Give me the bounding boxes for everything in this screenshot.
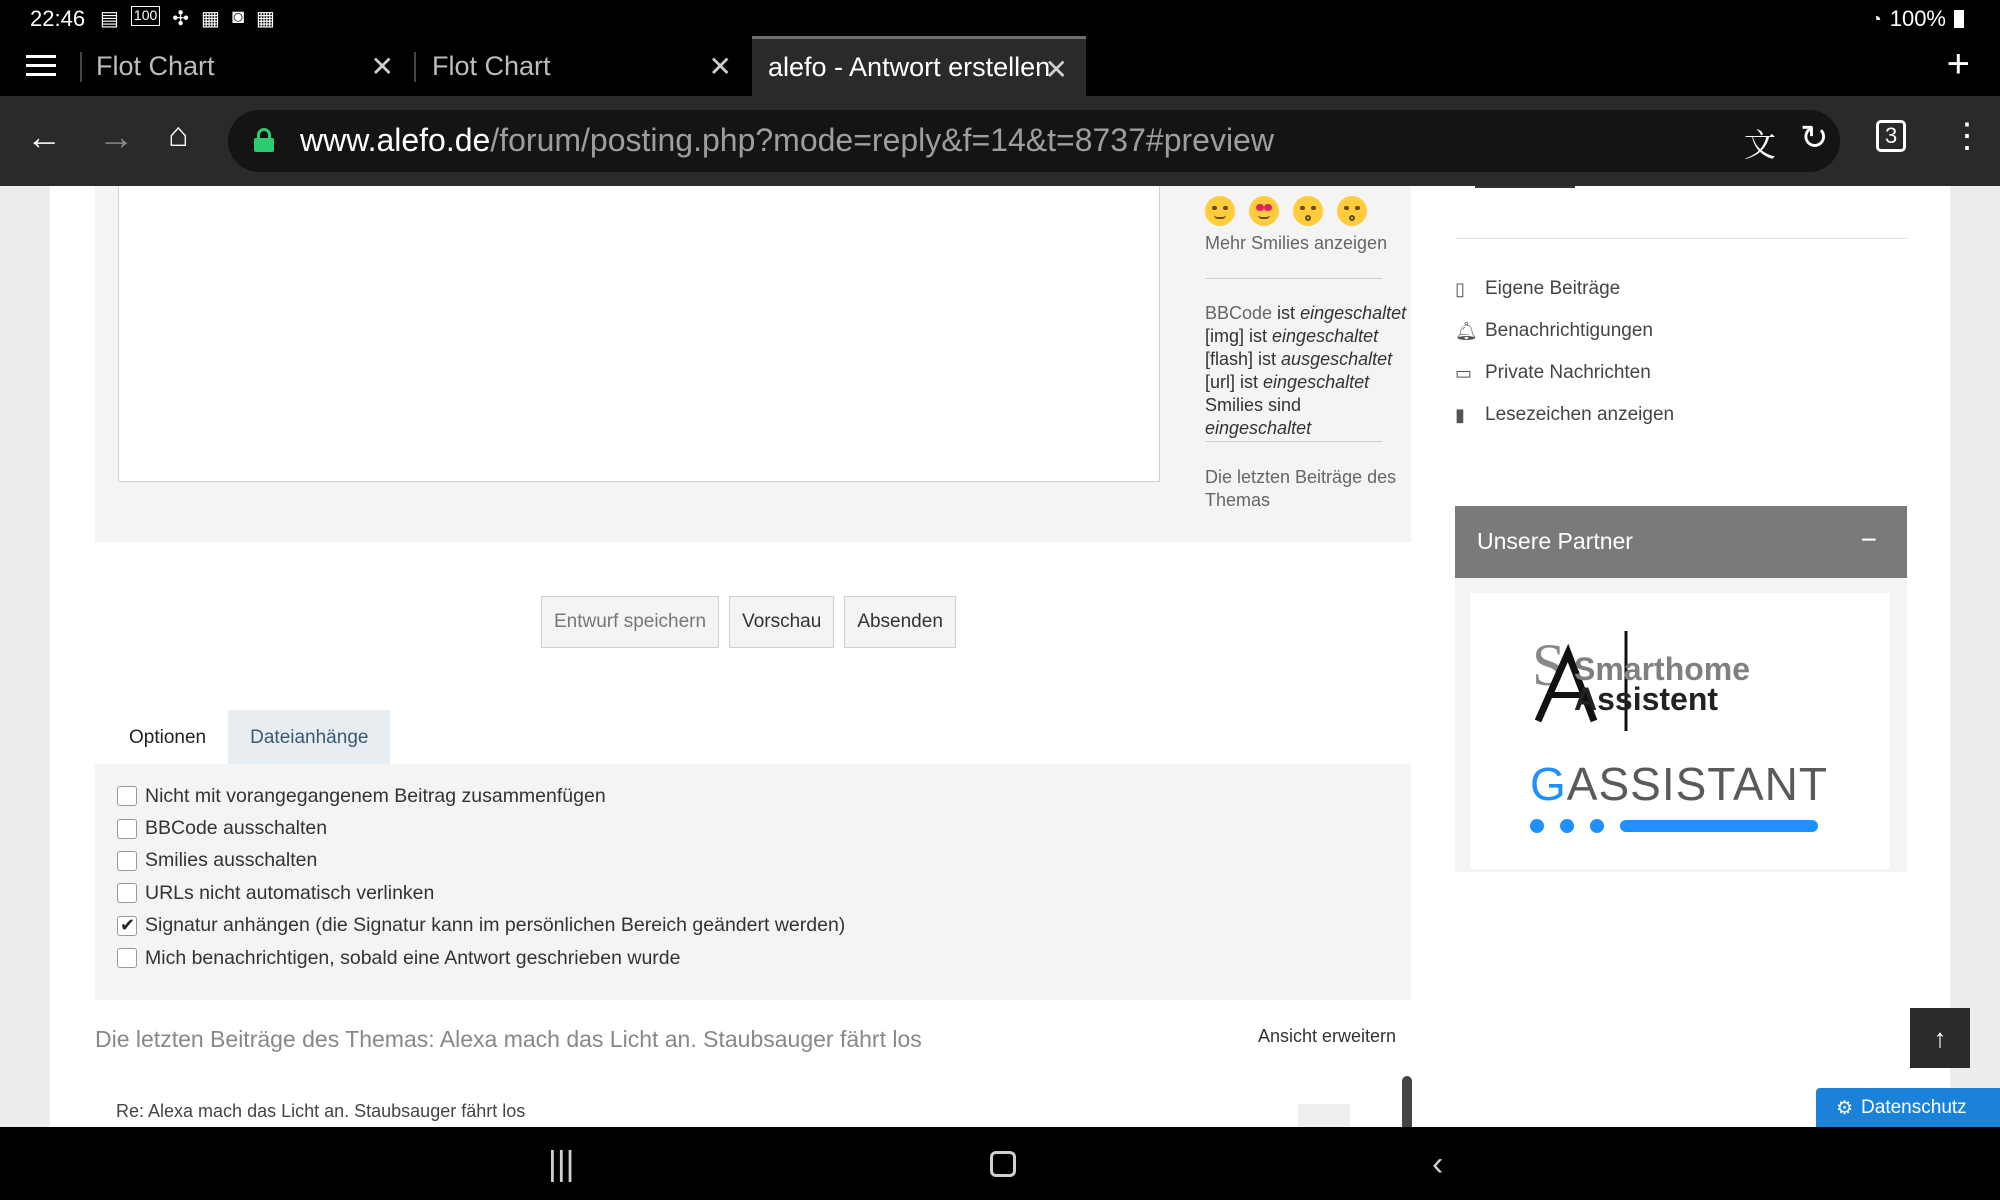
system-status-bar (0, 0, 2000, 36)
bbcode-link[interactable]: BBCode (1205, 303, 1273, 323)
close-icon[interactable]: ✕ (1044, 54, 1068, 85)
tab-menu-icon[interactable] (26, 50, 56, 82)
tab-options[interactable]: Optionen (107, 710, 228, 766)
options-panel (95, 764, 1411, 1000)
recent-posts-heading: Die letzten Beiträge des Themas: Alexa mach das Licht an. Staubsauger fährt los (95, 1026, 922, 1052)
tab-label: alefo - Antwort erstellen (768, 52, 1050, 82)
recent-post-title[interactable]: Re: Alexa mach das Licht an. Staubsauger fährt los (116, 1101, 526, 1121)
option-label: Smilies ausschalten (145, 849, 318, 872)
divider (1205, 278, 1382, 279)
tab-label: Flot Chart (96, 50, 215, 81)
home-button-icon[interactable] (990, 1151, 1016, 1177)
qr-icon: ▦ (201, 8, 220, 30)
browser-toolbar (0, 96, 2000, 186)
tab-switcher-icon[interactable]: 3 (1876, 120, 1906, 152)
sidebar-link-notifications[interactable] (1455, 320, 1653, 342)
partners-panel (1455, 578, 1907, 872)
checkbox[interactable] (117, 883, 137, 903)
bbcode-status-line: BBCode ist eingeschaltet (1205, 303, 1407, 323)
arrow-up-icon: ↑ (1933, 1022, 1947, 1053)
option-disable-smilies[interactable] (95, 845, 1411, 877)
recent-apps-icon[interactable]: ||| (548, 1145, 575, 1183)
privacy-button[interactable] (1816, 1088, 2000, 1127)
option-attach-signature[interactable] (95, 910, 1411, 942)
forward-icon[interactable]: → (98, 116, 134, 157)
tab-flot-chart-2[interactable] (416, 36, 750, 96)
close-icon[interactable]: ✕ (708, 51, 732, 82)
collapse-icon[interactable]: − (1860, 524, 1877, 555)
recent-posts-link[interactable]: Die letzten Beiträge des Themas (1205, 467, 1397, 510)
checkbox[interactable] (117, 948, 137, 968)
checkbox[interactable] (117, 819, 137, 839)
url-path: /forum/posting.php?mode=reply&f=14&t=8737#preview (490, 122, 1274, 158)
checkbox[interactable] (117, 851, 137, 871)
sidebar-button-edge (1475, 186, 1575, 188)
wifi-icon: ◔ (1870, 8, 1882, 29)
relieved-smiley-icon[interactable] (1205, 196, 1235, 226)
inbox-icon: ▭ (1455, 362, 1473, 383)
quote-icon[interactable] (1298, 1104, 1350, 1127)
partner1-line2: Assistent (1574, 681, 1719, 717)
option-label: URLs nicht automatisch verlinken (145, 881, 435, 904)
privacy-label: Datenschutz (1861, 1097, 1967, 1118)
gear-icon: ⚙ (1836, 1097, 1854, 1119)
kissing-smiley-icon[interactable] (1337, 196, 1367, 226)
recent-posts-scrollbar[interactable] (1402, 1076, 1412, 1127)
more-smilies-link[interactable]: Mehr Smilies anzeigen (1205, 233, 1388, 253)
web-page (0, 186, 2000, 1127)
sidebar-link-label: Private Nachrichten (1485, 362, 1651, 383)
bell-icon: 🔔︎ (1455, 320, 1478, 341)
save-draft-button[interactable]: Entwurf speichern (541, 596, 719, 648)
tab-flot-chart-1[interactable] (82, 36, 412, 96)
gassistant-logo-rest: ASSISTANT (1566, 758, 1828, 810)
qr-icon-2: ▦ (256, 8, 275, 30)
partners-logos (1470, 593, 1890, 869)
bookmark-icon: ▮ (1455, 404, 1465, 425)
option-no-autolink[interactable] (95, 877, 1411, 909)
option-label: Signatur anhängen (die Signatur kann im persönlichen Bereich geändert werden) (145, 914, 846, 937)
tab-label: Flot Chart (432, 50, 551, 81)
divider (1205, 441, 1382, 442)
new-tab-icon[interactable]: + (1946, 42, 1970, 86)
address-bar[interactable] (228, 110, 1840, 172)
partners-header[interactable] (1455, 506, 1907, 578)
android-navigation-bar (0, 1127, 2000, 1200)
smilies-status-line: Smilies sind eingeschaltet (1205, 395, 1312, 438)
kissing-heart-smiley-icon[interactable] (1293, 196, 1323, 226)
option-label: Nicht mit vorangegangenem Beitrag zusammenfügen (145, 784, 606, 807)
option-label: Mich benachrichtigen, sobald eine Antwort geschrieben wurde (145, 946, 681, 969)
heart-eyes-smiley-icon[interactable] (1249, 196, 1279, 226)
options-tabs (107, 710, 390, 766)
close-icon[interactable]: ✕ (370, 51, 394, 82)
message-textarea[interactable] (118, 186, 1160, 482)
notification-icons (100, 6, 275, 31)
sidebar-link-label: Eigene Beiträge (1485, 278, 1621, 299)
sidebar-link-label: Lesezeichen anzeigen (1485, 404, 1675, 425)
divider (1455, 238, 1907, 239)
clock: 22:46 (30, 6, 86, 31)
battery-icon (1954, 10, 1964, 28)
document-icon: ▯ (1455, 278, 1465, 299)
svg-text:S: S (1532, 632, 1566, 698)
sidebar-link-own-posts[interactable] (1455, 278, 1620, 300)
option-disable-bbcode[interactable] (95, 812, 1411, 844)
checkbox-checked[interactable] (117, 916, 137, 936)
expand-view-link[interactable]: Ansicht erweitern (1258, 1026, 1397, 1046)
network-icon: ✣ (172, 8, 190, 30)
camera-icon: ◙ (231, 6, 245, 28)
back-icon[interactable]: ← (26, 116, 62, 157)
scroll-to-top-button[interactable] (1910, 1008, 1970, 1068)
submit-button[interactable]: Absenden (844, 596, 956, 648)
option-label: BBCode ausschalten (145, 817, 328, 840)
tab-alefo-active[interactable] (752, 36, 1086, 96)
sidebar-link-private-messages[interactable] (1455, 362, 1651, 384)
bbcode-status (1205, 302, 1411, 440)
url-text[interactable] (300, 122, 1274, 159)
page-content (50, 186, 1950, 1127)
img-status-line: [img] ist eingeschaltet (1205, 326, 1379, 346)
sidebar-link-label: Benachrichtigungen (1485, 320, 1653, 341)
notification-count-icon: 100 (131, 6, 160, 26)
gassistant-logo-g: G (1530, 758, 1567, 810)
message-icon: ▤ (100, 8, 119, 30)
partners-title: Unsere Partner (1477, 528, 1633, 554)
home-icon[interactable]: ⌂ (168, 116, 189, 154)
back-nav-icon[interactable]: ‹ (1432, 1145, 1444, 1183)
translate-icon[interactable]: 文 (1744, 127, 1777, 163)
url-status-line: [url] ist eingeschaltet (1205, 372, 1370, 392)
url-host: www.alefo.de (300, 122, 491, 158)
flash-status-line: [flash] ist ausgeschaltet (1205, 349, 1393, 369)
checkbox[interactable] (117, 786, 137, 806)
partner1-line1: Smarthome (1574, 651, 1751, 687)
overflow-menu-icon[interactable]: ⋮ (1950, 117, 1984, 155)
option-no-merge[interactable] (95, 780, 1411, 812)
smilies-row (1205, 196, 1367, 226)
preview-button[interactable]: Vorschau (729, 596, 834, 648)
option-notify[interactable] (95, 942, 1411, 974)
gassistant-logo[interactable] (1530, 757, 1828, 811)
tab-attachments[interactable]: Dateianhänge (228, 710, 390, 766)
reload-icon[interactable]: ↻ (1800, 119, 1829, 157)
browser-tab-bar (0, 36, 2000, 96)
sidebar-link-bookmarks[interactable] (1455, 404, 1674, 426)
editor-panel (95, 186, 1411, 542)
submit-buttons (541, 596, 956, 648)
lock-icon (254, 128, 274, 152)
gassistant-logo-bar (1530, 819, 1818, 833)
battery-level: 100% (1889, 6, 1946, 31)
